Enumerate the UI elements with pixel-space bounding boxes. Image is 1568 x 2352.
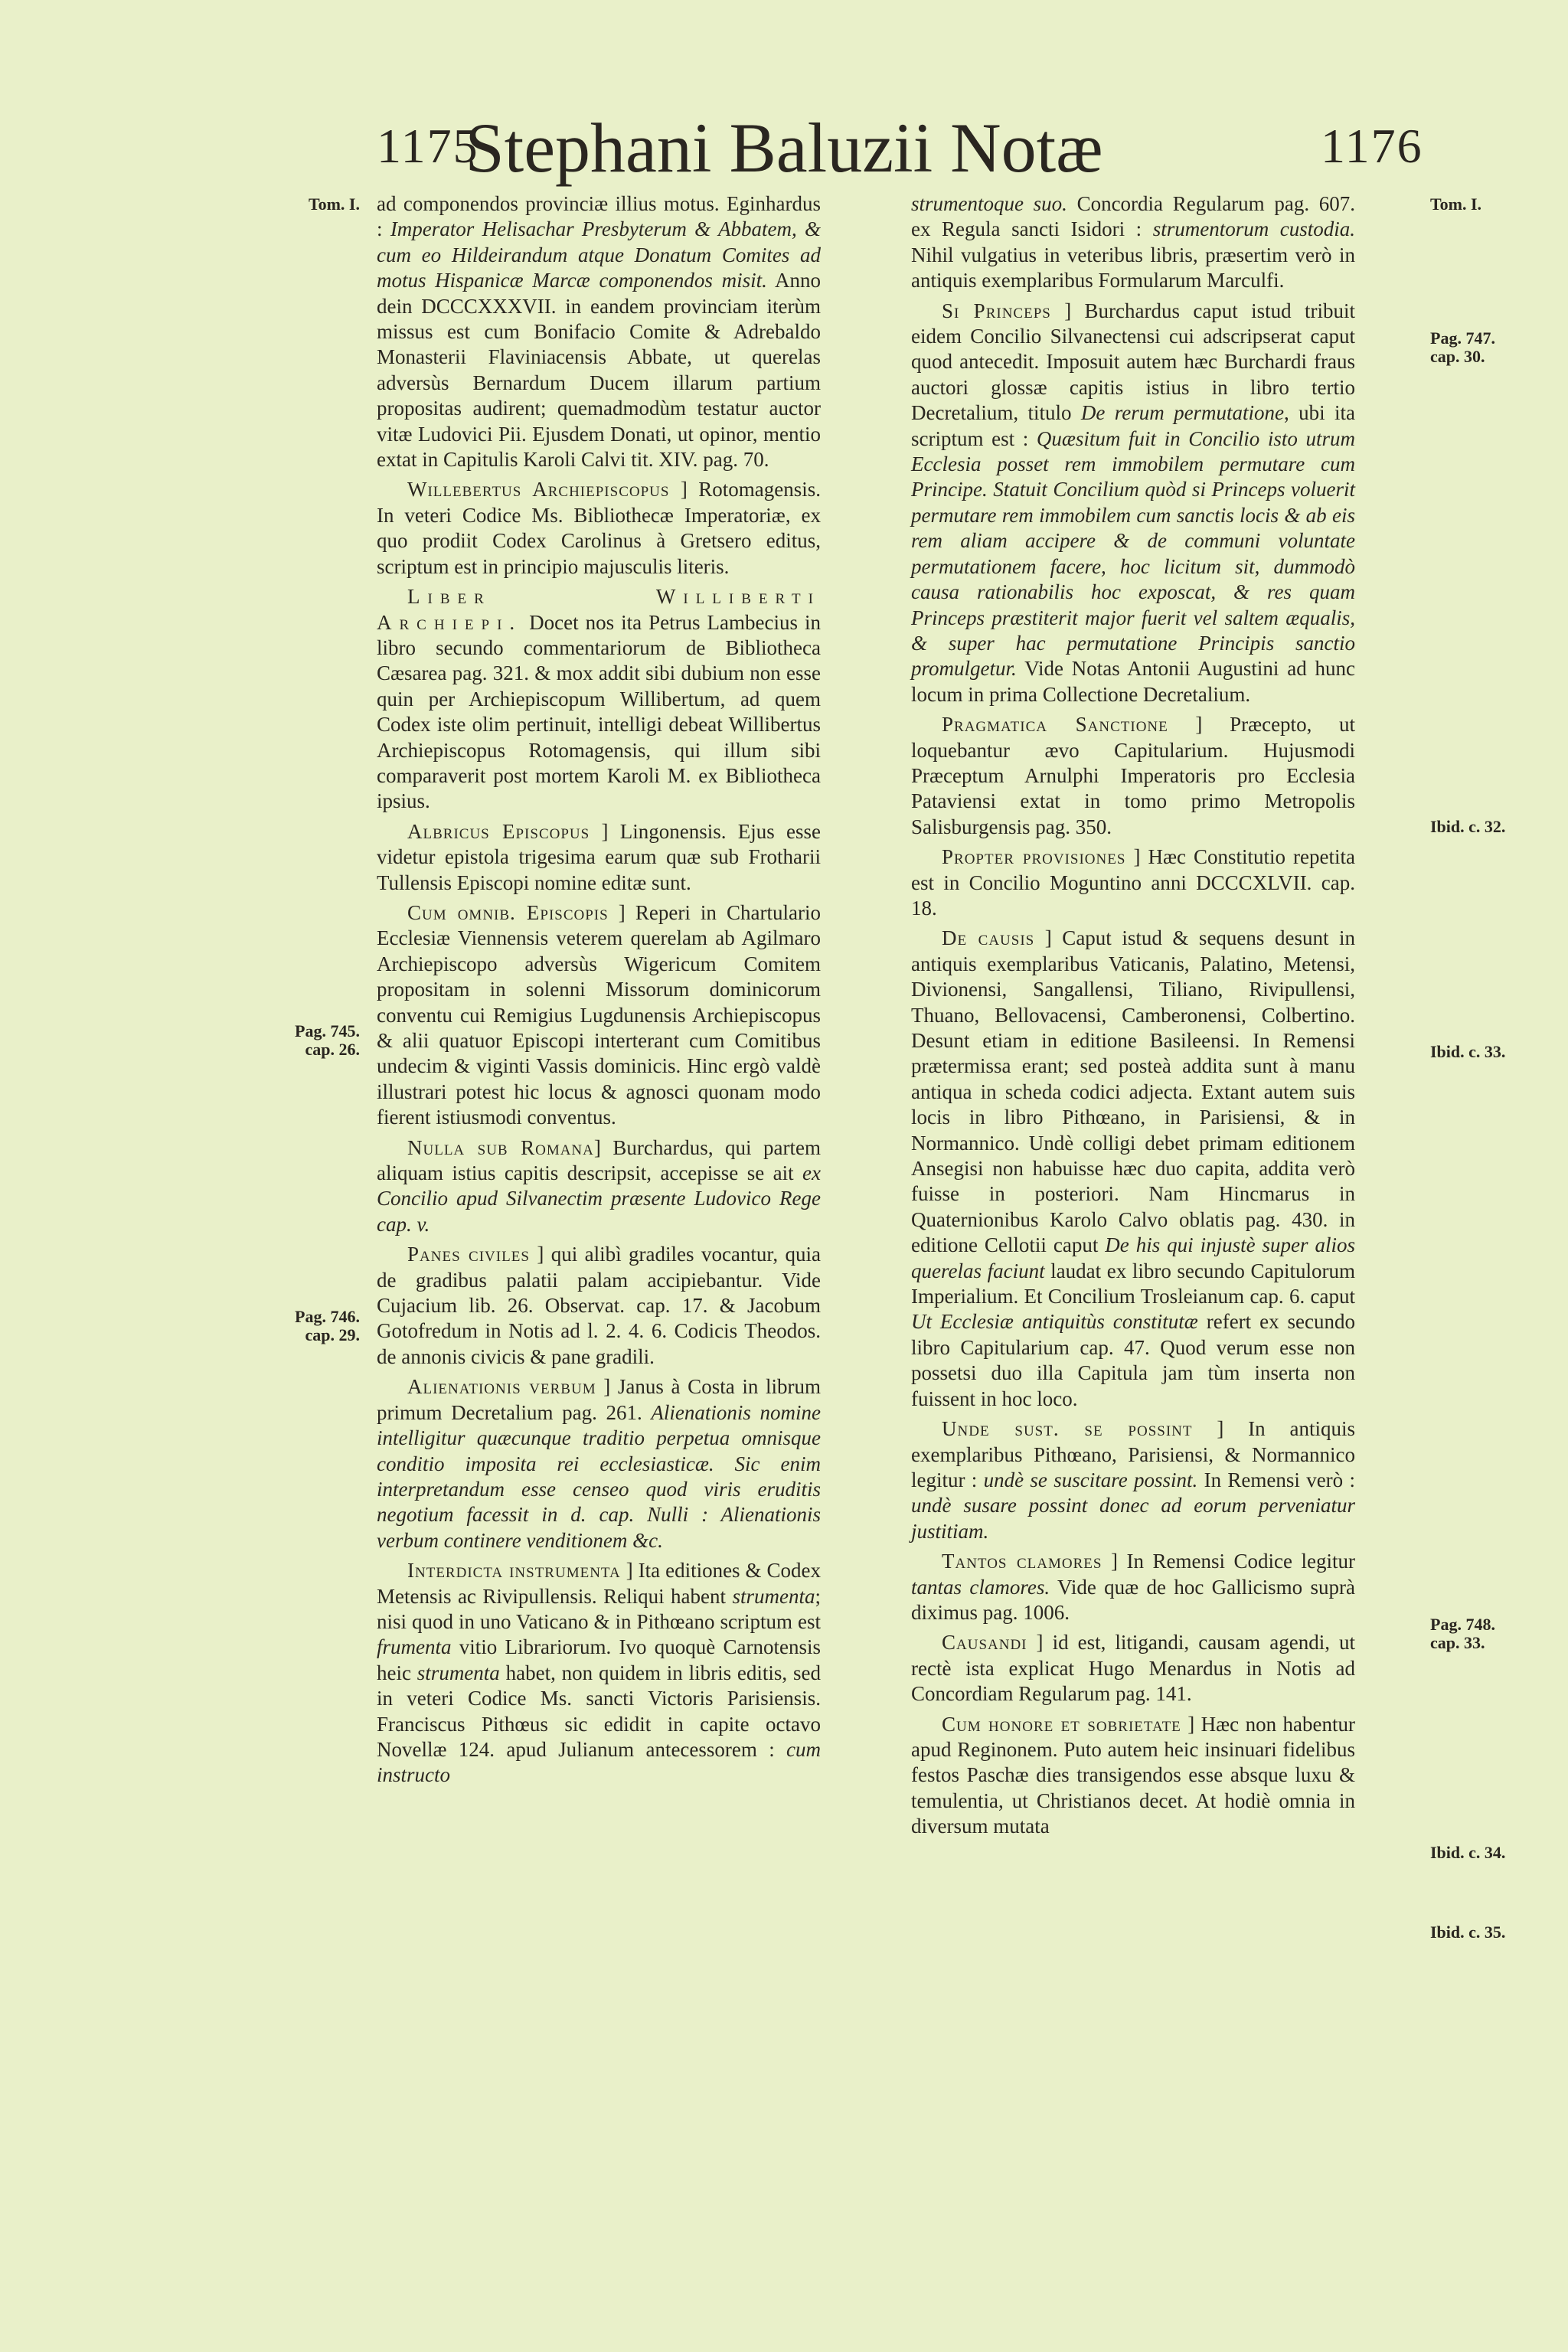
- lemma: Nulla sub Romana: [407, 1135, 594, 1159]
- paragraph: [911, 1416, 1355, 1544]
- paragraph: [377, 819, 821, 896]
- text-run: Vide quæ de hoc Gallicismo suprà diximus pag. 1006.: [911, 1575, 1355, 1624]
- paragraph: [911, 191, 1355, 294]
- italic-quote: Ut Ecclesiæ antiquitùs constitutæ: [911, 1310, 1198, 1334]
- text-run: Vide Notas Antonii Augustini ad hunc locum in prima Collectione Decretalium.: [911, 657, 1355, 706]
- lemma: Willebertus Archiepiscopus: [407, 478, 670, 501]
- lemma: Pragmatica Sanctione: [942, 713, 1168, 737]
- lemma: Albricus Episcopus: [407, 819, 590, 843]
- lemma: Panes civiles: [407, 1243, 530, 1266]
- text-run: ] qui alibì gradiles vocantur, quia de gradibus palatii palam accipiebantur. Vide Cujacium lib. 26. Observat. cap. 17. & Jacobum Gotofredum in Notis ad l. 2. 4. 6. Codicis Theodos. de annonis civicis & pane gradili.: [377, 1243, 821, 1368]
- lemma: Unde sust. se possint: [942, 1417, 1193, 1441]
- margin-note-right: Ibid. c. 32.: [1430, 817, 1506, 836]
- paragraph: [377, 1374, 821, 1553]
- text-run: Docet nos ita Petrus Lambecius in libro secundo commentariorum de Bibliotheca Cæsarea pag. 321. & mox addit sibi dubium non esse quin per Archiepiscopum Willibertum, ad quem Codex iste olim pertinuit, intelligi debeat Willibertus Archiepiscopus Rotomagensis, qui illum sibi comparaverit post mortem Karoli M. ex Bibliotheca ipsius.: [377, 610, 821, 813]
- paragraph: [377, 1558, 821, 1788]
- paragraph: [911, 1549, 1355, 1625]
- margin-note-right: Pag. 747. cap. 30.: [1430, 328, 1495, 366]
- italic-word: strumentoque suo.: [911, 192, 1067, 215]
- italic-quote: Imperator Helisachar Presbyterum & Abbatem, & cum eo Hildeirandum atque Donatum Comites ad motus Hispanicæ Marcæ componendos misit.: [377, 217, 821, 292]
- italic-word: De rerum permutatione: [1080, 401, 1285, 425]
- italic-quote: undè se suscitare possint.: [983, 1468, 1198, 1491]
- italic-word: strumentorum custodia.: [1152, 217, 1356, 241]
- margin-note-right: Ibid. c. 35.: [1430, 1922, 1506, 1942]
- text-run: , ubi ita scriptum est :: [911, 401, 1355, 450]
- text-run: ] In antiquis exemplaribus Pithœano, Parisiensi, & Normannico legitur :: [911, 1417, 1355, 1491]
- paragraph: [377, 1135, 821, 1238]
- paragraph: [377, 477, 821, 580]
- italic-word: frumenta: [377, 1635, 452, 1659]
- text-run: Anno dein DCCCXXXVII. in eandem provinciam iterùm missus est cum Bonifacio Comite & Adrebaldo Monasterii Flaviniacensis Abbate, ut querelas adversùs Bernardum Ducem illarum partium propositas audirent; quemadmodùm testatur auctor vitæ Ludovici Pii. Ejusdem Donati, ut opinor, mentio extat in Capitulis Karoli Calvi tit. XIV. pag. 70.: [377, 269, 822, 472]
- text-run: habet, non quidem in libris editis, sed in veteri Codice Ms. sancti Victoris Parisiensis. Franciscus Pithœus sic edidit in capite octavo Novellæ 124. apud Julianum antecessorem :: [377, 1661, 821, 1761]
- text-run: ] Caput istud & sequens desunt in antiquis exemplaribus Vaticanis, Palatino, Metensi, Divionensi, Sangallensi, Tiliano, Rivipullensi, Thuano, Bellovacensi, Camberonensi, Colbertino. Desunt etiam in editione Basileensi. In Remensi prætermissa erant; sed posteà addita sunt à manu antiqua in scheda codici adjecta. Extant autem suis locis in libro Pithœano, in Parisiensi, & in Normannico. Undè colligi debet primam editionem Ansegisi non habuisse hæc duo capita, addita verò fuisse in posteriori. Nam Hincmarus in Quaternionibus Karolo Calvo oblatis pag. 430. in editione Cellotii caput: [911, 926, 1355, 1257]
- paragraph: [911, 299, 1355, 708]
- text-run: laudat ex libro secundo Capitulorum Imperialium. Et Concilium Trosleianum cap. 6. caput: [911, 1259, 1355, 1308]
- page-header: [0, 107, 1568, 199]
- left-page-number: 1175: [377, 119, 479, 173]
- text-run: ] Ita editiones & Codex Metensis ac Rivipullensis. Reliqui habent: [377, 1559, 821, 1608]
- italic-word: cum instructo: [377, 1737, 821, 1787]
- italic-word: tantas clamores.: [911, 1575, 1050, 1599]
- text-run: In Remensi verò :: [1197, 1468, 1355, 1491]
- paragraph: [911, 1630, 1355, 1707]
- paragraph: [377, 191, 821, 472]
- italic-quote: Quæsitum fuit in Concilio isto utrum Ecclesia posset rem immobilem permutare cum Principe. Statuit Concilium quòd si Princeps voluerit permutare rem immobilem cum sanctis locis & ab eis rem aliam accipere & de communi voluntate permutationem facere, hoc licitum sit, dummodò causa rationabilis hoc exposcat, & res quam Princeps præstiterit major fuerit vel saltem æqualis, & super hac permutatione Principis sanctio promulgetur.: [911, 426, 1356, 681]
- right-column: [911, 191, 1355, 1844]
- lemma: Alienationis verbum: [407, 1375, 596, 1399]
- paragraph: [911, 1712, 1355, 1840]
- italic-quote: De his qui injustè super alios querelas faciunt: [911, 1233, 1355, 1282]
- margin-note-right: Pag. 748. cap. 33.: [1430, 1615, 1495, 1652]
- text-run: ] Burchardus caput istud tribuit eidem Concilio Silvanectensi cui adscripserat caput quod antecedit. Imposuit autem hæc Burchardi fraus auctori glossæ capitis istius in libro tertio Decretalium, titulo: [911, 299, 1355, 425]
- right-page-number: 1176: [1321, 119, 1423, 173]
- paragraph: [911, 844, 1355, 921]
- text-run: ad componendos provinciæ illius motus. Eginhardus :: [377, 192, 821, 241]
- paragraph: [911, 926, 1355, 1412]
- italic-quote: ex Concilio apud Silvanectim præsente Ludovico Rege cap. v.: [377, 1161, 821, 1236]
- text-run: vitio Librariorum. Ivo quoquè Carnotensis heic: [377, 1635, 821, 1684]
- running-title: Stephani Baluzii Notæ: [465, 109, 1103, 187]
- lemma: Cum honore et sobrietate: [942, 1712, 1181, 1736]
- left-column: [377, 191, 821, 1793]
- text-run: ] Lingonensis. Ejus esse videtur epistola trigesima earum quæ sub Frotharii Tullensis Episcopi nomine editæ sunt.: [377, 819, 821, 894]
- margin-note-left: Tom. I.: [308, 194, 360, 214]
- lemma: Propter provisiones: [942, 845, 1126, 869]
- text-run: ] Hæc non habentur apud Reginonem. Puto autem heic insinuari fidelibus festos Paschæ dies transigendos esse absque luxu & temulentia, ut Christianos decet. At hodiè omnia in diversum mutata: [911, 1712, 1355, 1838]
- text-run: ] id est, litigandi, causam agendi, ut rectè ista explicat Hugo Menardus in Notis ad Concordiam Regularum pag. 141.: [911, 1631, 1355, 1706]
- lemma: De causis: [942, 926, 1035, 950]
- text-run: ] Hæc Constitutio repetita est in Concilio Moguntino anni DCCCXLVII. cap. 18.: [911, 845, 1355, 920]
- paragraph: [377, 900, 821, 1131]
- lemma: Causandi: [942, 1631, 1027, 1655]
- margin-note-left: Pag. 745. cap. 26.: [295, 1021, 360, 1059]
- margin-note-right: Tom. I.: [1430, 194, 1482, 214]
- lemma: Si Princeps: [942, 299, 1051, 322]
- margin-note-left: Pag. 746. cap. 29.: [295, 1307, 360, 1344]
- text-run: ] Burchardus, qui partem aliquam istius capitis descripsit, accepisse se ait: [377, 1135, 821, 1185]
- paragraph: [911, 712, 1355, 840]
- lemma: Liber Williberti Archiepi.: [377, 585, 821, 634]
- margin-note-right: Ibid. c. 33.: [1430, 1042, 1506, 1061]
- italic-word: strumenta: [732, 1584, 815, 1608]
- lemma: Tantos clamores: [942, 1550, 1102, 1573]
- text-run: ] Janus à Costa in librum primum Decretalium pag. 261.: [377, 1375, 821, 1424]
- lemma: Cum omnib. Episcopis: [407, 900, 609, 924]
- margin-note-right: Ibid. c. 34.: [1430, 1843, 1506, 1862]
- text-run: refert ex secundo libro Capitularium cap. 47. Quod verum esse non possetsi duo illa Capitula jam tùm inserta non fuissent in hoc loco.: [911, 1310, 1356, 1410]
- paragraph: [377, 584, 821, 815]
- text-run: ] Præcepto, ut loquebantur ævo Capitularium. Hujusmodi Præceptum Arnulphi Imperatoris pro Ecclesia Pataviensi extat in tomo primo Metropolis Salisburgensis pag. 350.: [911, 713, 1355, 838]
- text-run: ] Reperi in Chartulario Ecclesiæ Viennensis veterem querelam ab Agilmaro Archiepiscopo adversùs Wigericum Comitem propositam in solenni Missorum dominicorum conventu cui Remigius Lugdunensis Archiepiscopus & alii quatuor Episcopi interterant cum Comitibus undecim & viginti Vassis dominicis. Hinc ergò valdè illustrari potest hic locus & agnosci quonam modo fierent istiusmodi conventus.: [377, 900, 821, 1129]
- paragraph: [377, 1242, 821, 1370]
- italic-quote: Alienationis nomine intelligitur quæcunque traditio perpetua omnisque conditio imposita rei ecclesiasticæ. Sic enim interpretandum esse censeo quod viris eruditis negotium facessit in d. cap. Nulli : Alienationis verbum continere venditionem &c.: [377, 1400, 821, 1552]
- text-run: Nihil vulgatius in veteribus libris, præsertim verò in antiquis exemplaribus Formularum Marculfi.: [911, 243, 1355, 292]
- italic-word: strumenta: [416, 1661, 500, 1684]
- text-run: Concordia Regularum pag. 607. ex Regula sancti Isidori :: [911, 192, 1355, 241]
- italic-quote: undè susare possint donec ad eorum perveniatur justitiam.: [911, 1494, 1355, 1543]
- text-run: ; nisi quod in uno Vaticano & in Pithœano scriptum est: [377, 1584, 821, 1633]
- text-run: ] Rotomagensis. In veteri Codice Ms. Bibliothecæ Imperatoriæ, ex quo prodiit Codex Carolinus à Gretsero editus, scriptum est in principio majusculis literis.: [377, 478, 821, 578]
- lemma: Interdicta instrumenta: [407, 1559, 621, 1583]
- text-run: ] In Remensi Codice legitur: [1102, 1550, 1355, 1573]
